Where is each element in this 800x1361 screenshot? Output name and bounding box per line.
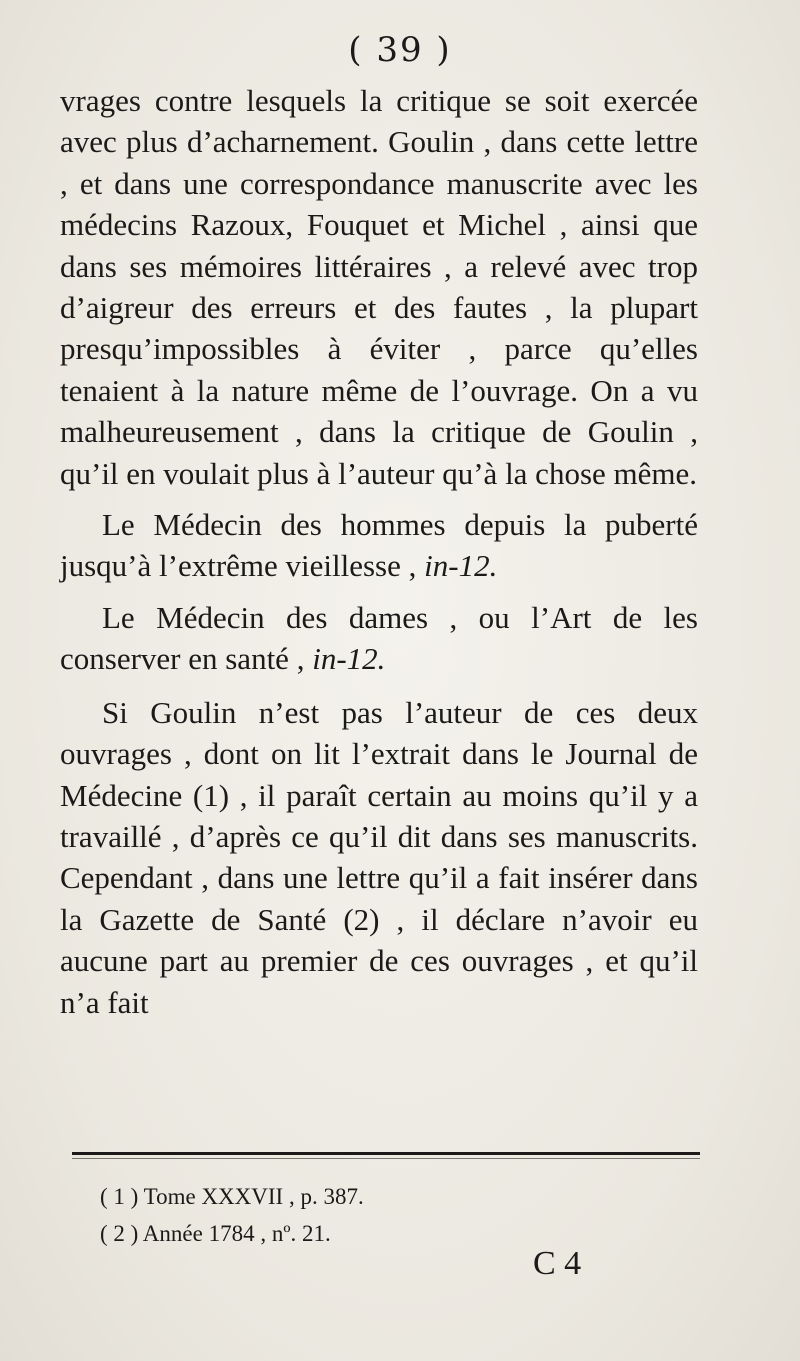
page-number: ( 39 ) [348, 30, 452, 70]
signature-mark: C 4 [533, 1245, 582, 1282]
paragraph-2-format: in-12. [424, 548, 498, 584]
paragraph-3-format: in-12. [312, 641, 386, 677]
paragraph-2-text: Le Médecin des hommes depuis la puberté jusqu’à l’extrême vieillesse , [60, 507, 698, 584]
body-text [60, 80, 698, 1023]
paragraph-3-text: Le Médecin des dames , ou l’Art de les conserver en santé , [60, 599, 698, 677]
footnote-rule [72, 1152, 700, 1155]
paragraph-2 [60, 504, 698, 587]
paragraph-4: Si Goulin n’est pas l’auteur de ces deux ouvrages , dont on lit l’extrait dans le Journal de Médecine (1) , il paraît certain au moins qu’il y a travaillé , d’après ce qu’il dit dans ses manuscrits. Cependant , dans une lettre qu’il a fait insérer dans la Gazette de Santé (2) , il déclare n’avoir eu aucune part au premier de ces ouvrages , et qu’il n’a fait [60, 694, 698, 1020]
paragraph-3 [60, 597, 698, 680]
paragraph-1: vrages contre lesquels la critique se soit exercée avec plus d’acharnement. Goulin , dans cette lettre , et dans une correspondance manuscrite avec les médecins Razoux, Fouquet et Michel , ainsi que dans ses mémoires littéraires , a relevé avec trop d’aigreur des erreurs et des fautes , la plupart presqu’impossibles à éviter , parce qu’elles tenaient à la nature même de l’ouvrage. On a vu malheureusement , dans la critique de Goulin , qu’il en voulait plus à l’auteur qu’à la chose même. [60, 83, 698, 491]
footnote-2: ( 2 ) Année 1784 , nº. 21. [100, 1221, 331, 1246]
footnote-rule-thin [72, 1158, 700, 1159]
footnote-1: ( 1 ) Tome XXXVII , p. 387. [100, 1184, 364, 1209]
footnotes [100, 1178, 660, 1252]
